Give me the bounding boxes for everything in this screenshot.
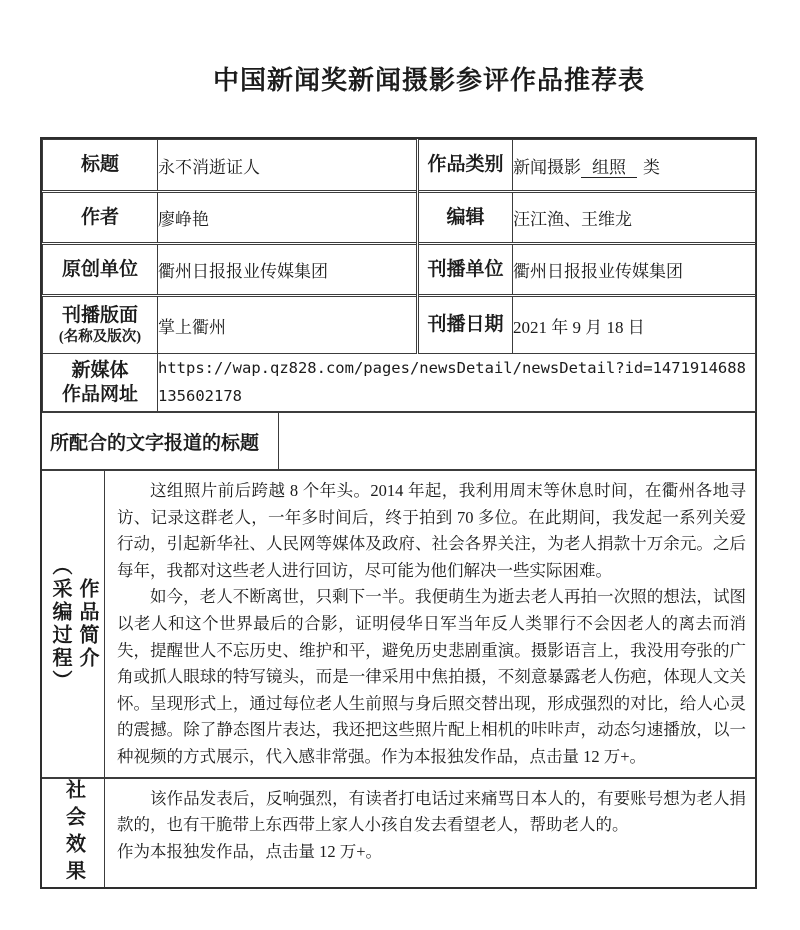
value-publish-date: 2021 年 9 月 18 日 — [513, 296, 756, 354]
label-editing-process: （采编过程） — [49, 554, 71, 693]
effect-paragraph-1: 该作品发表后，反响强烈，有读者打电话过来痛骂日本人的，有要账号想为老人捐款的，也有干脆带上东西带上家人小孩自发去看望老人，帮助老人的。 — [117, 788, 746, 835]
form-grid — [42, 139, 756, 412]
row-url — [43, 354, 756, 412]
work-intro-text — [105, 471, 755, 777]
label-new-media-url — [43, 354, 158, 412]
value-report-title — [279, 413, 755, 469]
label-publish-unit: 刊播单位 — [418, 244, 513, 296]
value-new-media-url: https://wap.qz828.com/pages/newsDetail/newsDetail?id=1471914688135602178 — [158, 354, 756, 412]
work-intro-vertical-label — [46, 555, 100, 693]
intro-paragraph-2: 如今，老人不断离世，只剩下一半。我便萌生为逝去老人再拍一次照的想法，试图以老人和这个世界最后的合影，证明侵华日军当年反人类罪行不会因老人的离去而消失，提醒世人不忘历史、维护和平，避免历史悲剧重演。摄影语言上，我没用夸张的广角或抓人眼球的特写镜头，而是一律采用中焦拍摄，不刻意暴露老人伤疤，体现人文关怀。呈现形式上，通过每位老人生前照与身后照交替出现，形成强烈的对比，给人心灵的震撼。除了静态图片表达，我还把这些照片配上相机的咔咔声，动态匀速播放，以一种视频的方式展示，代入感非常强。作为本报独发作品，点击量 12 万+。 — [117, 587, 746, 766]
intro-paragraph-1: 这组照片前后跨越 8 个年头。2014 年起，我利用周末等休息时间，在衢州各地寻访、记录这群老人，一年多时间后，终于拍到 70 多位。在此期间，我发起一系列关爱行动，引起新华社、人民网等媒体及政府、社会各界关注，为老人捐款十万余元。之后每年，我都对这些老人进行回访，尽可能为他们解决一些实际困难。 — [117, 481, 746, 580]
label-author: 作者 — [43, 192, 158, 244]
label-edition-sub: (名称及版次) — [58, 328, 142, 345]
social-effect-text — [105, 779, 755, 887]
row-report-title — [42, 412, 755, 469]
row-title — [43, 140, 756, 192]
label-social-effect — [42, 779, 105, 887]
category-prefix: 新闻摄影 — [513, 157, 581, 177]
label-category: 作品类别 — [418, 140, 513, 192]
label-edition-main: 刊播版面 — [61, 305, 138, 327]
recommendation-form-table — [40, 137, 757, 889]
row-edition — [43, 296, 756, 354]
label-url-line2: 作品网址 — [61, 383, 138, 405]
social-effect-vertical-label: 社会效果 — [62, 778, 85, 887]
effect-paragraph-2: 作为本报独发作品，点击量 12 万+。 — [117, 841, 383, 861]
label-edition — [43, 296, 158, 354]
value-title: 永不消逝证人 — [158, 140, 418, 192]
label-publish-date: 刊播日期 — [418, 296, 513, 354]
row-work-intro — [42, 469, 755, 777]
label-url-line1: 新媒体 — [71, 359, 129, 381]
value-edition: 掌上衢州 — [158, 296, 418, 354]
value-author: 廖峥艳 — [158, 192, 418, 244]
page-title: 中国新闻奖新闻摄影参评作品推荐表 — [212, 66, 645, 95]
label-work-intro — [42, 471, 105, 777]
category-suffix: 类 — [643, 157, 660, 177]
label-title: 标题 — [43, 140, 158, 192]
label-work-summary: 作品简介 — [76, 577, 98, 670]
row-origin-unit — [43, 244, 756, 296]
value-origin-unit: 衢州日报报业传媒集团 — [158, 244, 418, 296]
label-origin-unit: 原创单位 — [43, 244, 158, 296]
value-editor: 汪江渔、王维龙 — [513, 192, 756, 244]
row-social-effect — [42, 777, 755, 887]
category-type-underlined: 组照 — [581, 158, 637, 178]
row-author — [43, 192, 756, 244]
label-report-title: 所配合的文字报道的标题 — [42, 413, 279, 469]
value-publish-unit: 衢州日报报业传媒集团 — [513, 244, 756, 296]
label-editor: 编辑 — [418, 192, 513, 244]
value-category — [513, 140, 756, 192]
